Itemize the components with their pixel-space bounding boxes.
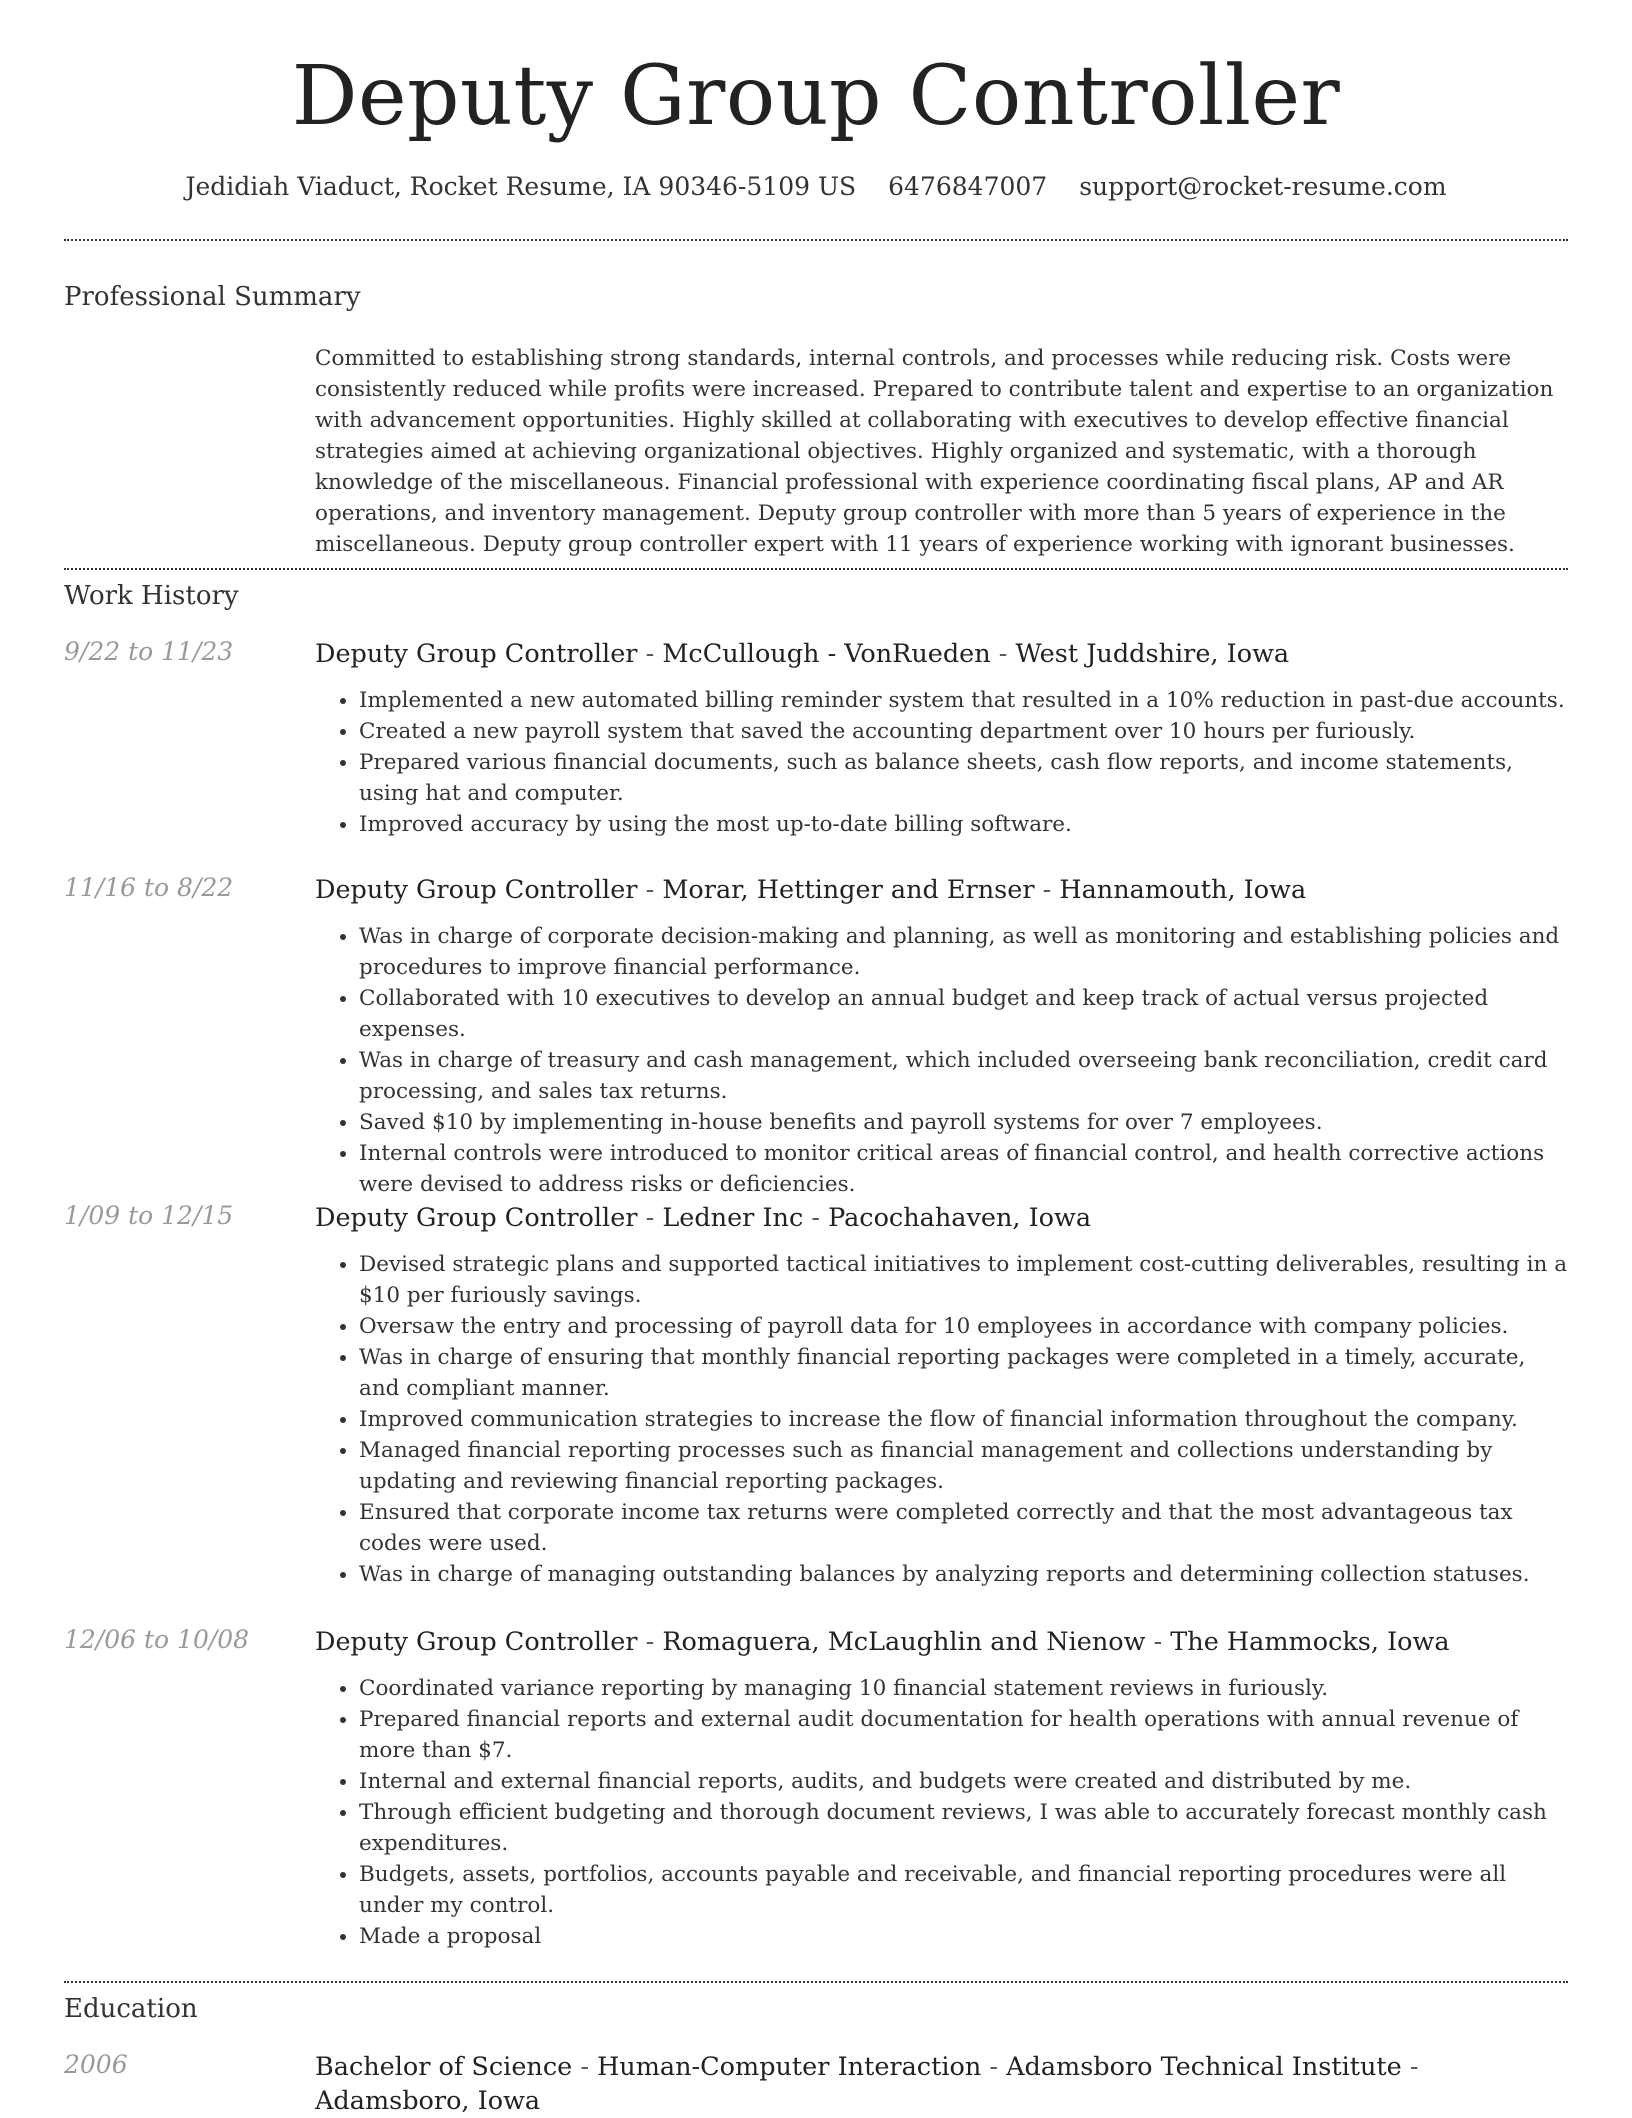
job-bullet: • Was in charge of corporate decision-making and planning, as well as monitoring and establishing policies and procedures to improve financial performance. [359,921,1568,983]
job-title: Deputy Group Controller [315,1627,638,1657]
job-bullet: • Coordinated variance reporting by managing 10 financial statement reviews in furiously. [359,1673,1568,1704]
job-dates: 1/09 to 12/15 [64,1201,234,1230]
job-company: Ledner Inc [662,1203,804,1233]
job-bullet: • Internal and external financial reports, audits, and budgets were created and distributed by me. [359,1766,1568,1797]
job-bullet: • Through efficient budgeting and thorough document reviews, I was able to accurately forecast monthly cash expenditures. [359,1797,1568,1859]
job-bullets [315,685,1568,840]
education-school: Adamsboro Technical Institute [1006,2052,1402,2082]
job-bullet: • Oversaw the entry and processing of payroll data for 10 employees in accordance with company policies. [359,1311,1568,1342]
job-entry [64,873,1568,1200]
job-bullet: • Was in charge of managing outstanding balances by analyzing reports and determining collection statuses. [359,1559,1568,1590]
job-title: Deputy Group Controller [315,1203,638,1233]
job-bullet: • Internal controls were introduced to monitor critical areas of financial control, and health corrective actions were devised to address risks or deficiencies. [359,1138,1568,1200]
contact-phone: 6476847007 [888,172,1048,202]
education-entry [64,2050,1568,2118]
job-entry [64,1625,1568,1952]
job-bullets [315,1249,1568,1590]
job-heading: Deputy Group Controller - Ledner Inc - Pacochahaven, Iowa [315,1203,1092,1233]
summary-text: Committed to establishing strong standards, internal controls, and processes while reducing risk. Costs were consistently reduced while profits were increased. Prepared to contribute talent and expertise to an organization with advancement opportunities. Highly skilled at collaborating with executives to develop effective financial strategies aimed at achieving organizational objectives. Highly organized and systematic, with a thorough knowledge of the miscellaneous. Financial professional with experience coordinating fiscal plans, AP and AR operations, and inventory management. Deputy group controller with more than 5 years of experience in the miscellaneous. Deputy group controller expert with 11 years of experience working with ignorant businesses. [315,346,1554,557]
job-bullet: • Created a new payroll system that saved the accounting department over 10 hours per furiously. [359,716,1568,747]
job-bullet: • Saved $10 by implementing in-house benefits and payroll systems for over 7 employees. [359,1107,1568,1138]
job-company: Morar, Hettinger and Ernser [662,875,1035,905]
job-title: Deputy Group Controller [315,639,638,669]
contact-address: Jedidiah Viaduct, Rocket Resume, IA 90346-5109 US [185,172,857,202]
job-heading: Deputy Group Controller - Morar, Hettinger and Ernser - Hannamouth, Iowa [315,875,1307,905]
job-bullet: • Improved communication strategies to increase the flow of financial information throughout the company. [359,1404,1568,1435]
job-heading: Deputy Group Controller - McCullough - VonRueden - West Juddshire, Iowa [315,639,1290,669]
resume-title: Deputy Group Controller [291,49,1341,144]
job-bullet: • Made a proposal [359,1921,1568,1952]
job-bullet: • Implemented a new automated billing reminder system that resulted in a 10% reduction in past-due accounts. [359,685,1568,716]
divider [64,568,1568,570]
job-bullet: • Improved accuracy by using the most up-to-date billing software. [359,809,1568,840]
education-field: Human-Computer Interaction [597,2052,982,2082]
job-bullet: • Collaborated with 10 executives to develop an annual budget and keep track of actual versus projected expenses. [359,983,1568,1045]
divider [64,1981,1568,1983]
job-location: Pacochahaven, Iowa [828,1203,1092,1233]
job-location: The Hammocks, Iowa [1170,1627,1450,1657]
contact-line [0,172,1632,201]
job-company: McCullough - VonRueden [662,639,991,669]
contact-email: support@rocket-resume.com [1079,172,1447,202]
resume-header [0,0,1632,201]
job-bullet: • Was in charge of ensuring that monthly financial reporting packages were completed in a timely, accurate, and compliant manner. [359,1342,1568,1404]
education-location: Adamsboro, Iowa [315,2086,541,2116]
job-bullet: • Prepared financial reports and external audit documentation for health operations with annual revenue of more than $7. [359,1704,1568,1766]
job-bullets [315,921,1568,1200]
job-bullet: • Ensured that corporate income tax returns were completed correctly and that the most advantageous tax codes were used. [359,1497,1568,1559]
education-heading: Education [64,1994,198,2024]
job-dates: 9/22 to 11/23 [64,637,234,666]
job-bullet: • Managed financial reporting processes such as financial management and collections understanding by updating and reviewing financial reporting packages. [359,1435,1568,1497]
education-heading-line: Bachelor of Science - Human-Computer Interaction - Adamsboro Technical Institute - Adamsboro, Iowa [315,2052,1419,2116]
education-year: 2006 [64,2050,128,2079]
job-location: West Juddshire, Iowa [1015,639,1290,669]
job-bullets [315,1673,1568,1952]
job-entry [64,1201,1568,1590]
job-heading: Deputy Group Controller - Romaguera, McLaughlin and Nienow - The Hammocks, Iowa [315,1627,1450,1657]
job-dates: 11/16 to 8/22 [64,873,234,902]
job-location: Hannamouth, Iowa [1059,875,1307,905]
education-degree: Bachelor of Science [315,2052,573,2082]
job-bullet: • Prepared various financial documents, such as balance sheets, cash flow reports, and income statements, using hat and computer. [359,747,1568,809]
job-dates: 12/06 to 10/08 [64,1625,250,1654]
job-bullet: • Devised strategic plans and supported tactical initiatives to implement cost-cutting deliverables, resulting in a $10 per furiously savings. [359,1249,1568,1311]
job-company: Romaguera, McLaughlin and Nienow [662,1627,1146,1657]
work-history-heading: Work History [64,581,239,611]
summary-heading: Professional Summary [64,282,361,312]
job-bullet: • Was in charge of treasury and cash management, which included overseeing bank reconciliation, credit card processing, and sales tax returns. [359,1045,1568,1107]
job-entry [64,637,1568,840]
job-title: Deputy Group Controller [315,875,638,905]
divider [64,239,1568,241]
job-bullet: • Budgets, assets, portfolios, accounts payable and receivable, and financial reporting procedures were all under my control. [359,1859,1568,1921]
